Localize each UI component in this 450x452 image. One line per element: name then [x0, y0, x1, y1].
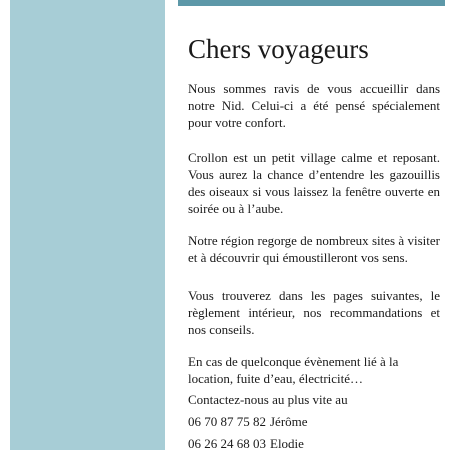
- phone-number: 06 70 87 75 82: [188, 414, 266, 429]
- document-title: Chers voyageurs: [188, 34, 369, 64]
- contact-line-elodie: [188, 435, 304, 452]
- phone-number: 06 26 24 68 03: [188, 436, 266, 451]
- contact-intro: Contactez-nous au plus vite au: [188, 392, 348, 407]
- welcome-paragraph: Nous sommes ravis de vous accueillir dans notre Nid. Celui-ci a été pensé spécialement pour votre confort.: [188, 81, 440, 130]
- contact-line-jerome: [188, 413, 308, 430]
- decorative-top-bar: [178, 0, 445, 6]
- following-pages-paragraph: Vous trouverez dans les pages suivantes, le règlement intérieur, nos recommandations et nos conseils.: [188, 288, 440, 337]
- contact-name: Elodie: [270, 436, 304, 451]
- incident-paragraph: En cas de quelconque évènement lié à la location, fuite d’eau, électricité…: [188, 354, 399, 386]
- region-paragraph: Notre région regorge de nombreux sites à visiter et à découvrir qui émoustilleront vos sens.: [188, 233, 440, 265]
- decorative-side-band: [10, 0, 165, 450]
- contact-name: Jérôme: [270, 414, 308, 429]
- village-paragraph: Crollon est un petit village calme et reposant. Vous aurez la chance d’entendre les gazouillis des oiseaux si vous laissez la fenêtre ouverte en soirée ou à l’aube.: [188, 150, 440, 216]
